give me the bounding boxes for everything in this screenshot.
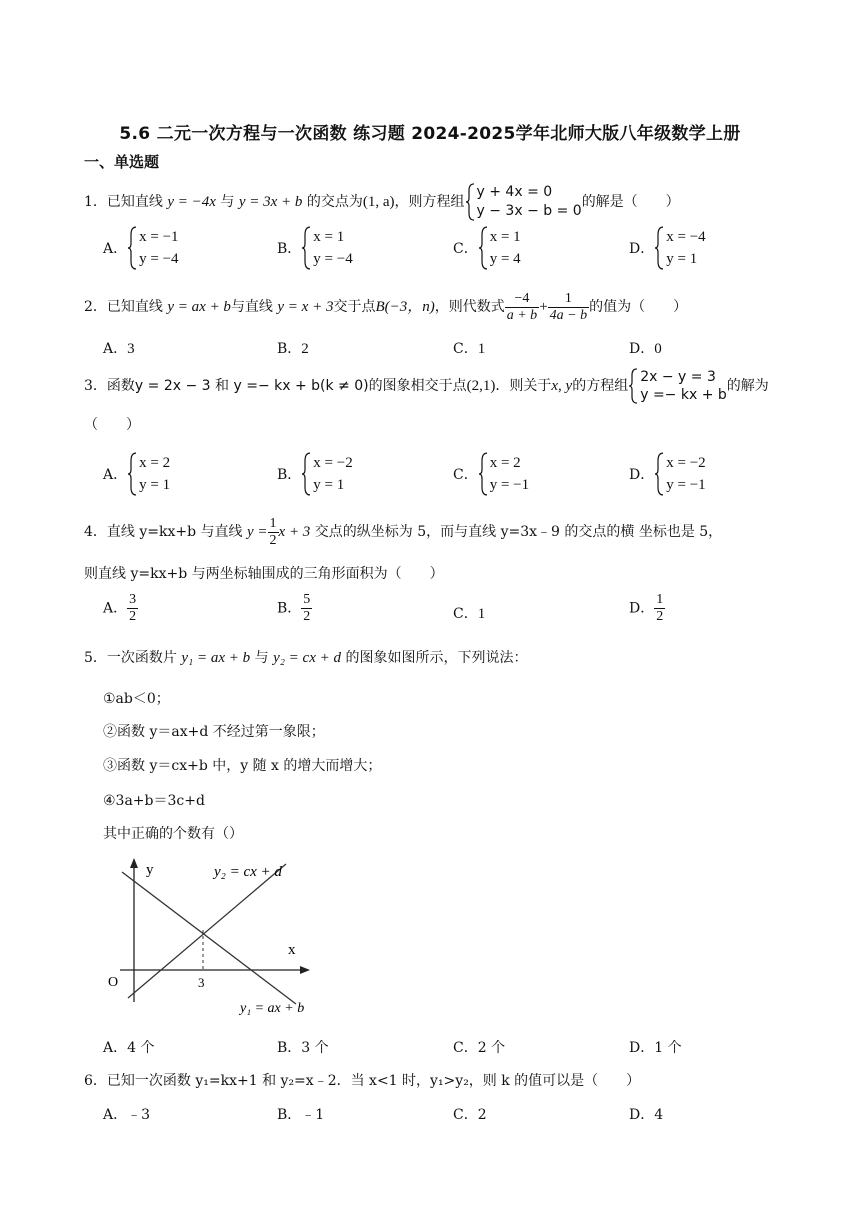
q1-text: 的解是（ ） bbox=[581, 194, 680, 210]
x-axis-arrow-icon bbox=[300, 966, 310, 974]
question-number: 3． bbox=[84, 378, 107, 394]
origin-label: O bbox=[108, 975, 119, 990]
q4-eq: x + 3 bbox=[278, 524, 311, 540]
q5-y1: y₁ = ax + b bbox=[181, 650, 251, 666]
q3-func2: y =− kx + b(k ≠ 0) bbox=[233, 378, 369, 394]
q2-text: ，则代数式 bbox=[434, 299, 505, 315]
option-system: x = −4 y = 1 bbox=[654, 226, 705, 270]
y-axis-arrow-icon bbox=[130, 858, 138, 868]
section-heading: 一、单选题 bbox=[84, 153, 160, 171]
option-a[interactable]: A． x = 2 y = 1 bbox=[103, 452, 170, 496]
q5-ask: 其中正确的个数有（） bbox=[103, 826, 243, 842]
q3-point: (2,1) bbox=[466, 378, 496, 394]
q4-text: 交点的纵坐标为 5，而与直线 y=3x﹣9 的交点的横 坐标也是 5， bbox=[314, 524, 723, 540]
option-b[interactable]: B． x = −2 y = 1 bbox=[277, 452, 353, 496]
q1-system bbox=[465, 183, 582, 221]
q3-text: 函数 bbox=[106, 378, 135, 394]
q5-graph bbox=[100, 852, 340, 1024]
question-6 bbox=[84, 1070, 640, 1090]
question-5 bbox=[84, 647, 527, 667]
q2-text: 的值为（ ） bbox=[589, 299, 688, 315]
statement-2: ②函数 y＝ax+d 不经过第一象限； bbox=[103, 724, 325, 740]
statement-1: ①ab＜0； bbox=[103, 691, 170, 707]
brace-icon bbox=[301, 452, 311, 496]
option-d[interactable]: D． $\frac{1}{2}$ bbox=[629, 592, 664, 624]
option-b[interactable]: B． x = 1 y = −4 bbox=[277, 226, 353, 270]
q2-text: 与直线 bbox=[230, 299, 273, 315]
brace-icon bbox=[478, 452, 488, 496]
q1-text: 的交点为 bbox=[306, 194, 363, 210]
brace-icon bbox=[301, 226, 311, 270]
q5-text: 一次函数片 bbox=[106, 650, 177, 666]
q3-text: ．则关于 bbox=[495, 378, 552, 394]
option-d[interactable]: D． x = −4 y = 1 bbox=[629, 226, 706, 270]
y-axis-label: y bbox=[146, 862, 154, 878]
tick-label: 3 bbox=[198, 975, 205, 990]
q1-text: 已知直线 bbox=[106, 194, 163, 210]
q3-paren: （ ） bbox=[84, 417, 140, 433]
statement-4: ④3a+b＝3c+d bbox=[103, 793, 205, 809]
option-c[interactable]: C． x = 2 y = −1 bbox=[453, 452, 529, 496]
q2-line1: y = ax + b bbox=[167, 299, 231, 315]
line-y1 bbox=[122, 872, 296, 1004]
option-system: x = −2 y = 1 bbox=[301, 452, 352, 496]
q4-eq: y = bbox=[247, 524, 268, 540]
question-3 bbox=[84, 366, 769, 406]
q4-text: 直线 y=kx+b 与直线 bbox=[106, 524, 243, 540]
brace-icon bbox=[628, 368, 638, 404]
q2-text: 交于点 bbox=[333, 299, 376, 315]
page-title: 5.6 二元一次方程与一次函数 练习题 2024-2025学年北师大版八年级数学上册 bbox=[119, 124, 741, 144]
q2-point: B(−3，n) bbox=[375, 299, 435, 315]
q1-point: (1, a) bbox=[362, 194, 395, 210]
option-d[interactable]: D．4 bbox=[629, 1107, 664, 1123]
option-c[interactable]: C． x = 1 y = 4 bbox=[453, 226, 521, 270]
sys-row: y − 3x − b = 0 bbox=[476, 203, 582, 219]
brace-icon bbox=[654, 452, 664, 496]
question-number: 6． bbox=[84, 1073, 107, 1089]
q5-text: 的图象如图所示，下列说法： bbox=[345, 650, 528, 666]
brace-icon bbox=[127, 226, 137, 270]
question-number: 1． bbox=[84, 194, 107, 210]
option-d[interactable]: D．0 bbox=[629, 341, 662, 357]
option-system: x = 1 y = 4 bbox=[478, 226, 521, 270]
question-4 bbox=[84, 512, 722, 552]
option-c[interactable]: C．2 bbox=[453, 1107, 487, 1123]
question-number: 5． bbox=[84, 650, 107, 666]
option-a[interactable]: A． $\frac{3}{2}$ bbox=[103, 592, 137, 624]
q5-y2: y₂ = cx + d bbox=[273, 650, 341, 666]
q1-text: ，则方程组 bbox=[394, 194, 465, 210]
option-c[interactable]: C．1 bbox=[453, 606, 486, 622]
option-b[interactable]: B．2 bbox=[277, 341, 309, 357]
q3-system: 2x − y = 3 y =− kx + b bbox=[628, 368, 727, 404]
brace-icon bbox=[654, 226, 664, 270]
option-system: x = 2 y = 1 bbox=[127, 452, 170, 496]
q2-text: 已知直线 bbox=[106, 299, 163, 315]
plus-sign: + bbox=[539, 299, 548, 315]
q3-text: 的图象相交于点 bbox=[368, 378, 467, 394]
option-b[interactable]: B．﹣1 bbox=[277, 1107, 325, 1123]
q6-text: 已知一次函数 y₁=kx+1 和 y₂=x﹣2．当 x<1 时，y₁>y₂，则 k 的值可以是（ ） bbox=[106, 1073, 641, 1089]
q1-options bbox=[103, 226, 803, 276]
option-b[interactable]: B． $\frac{5}{2}$ bbox=[277, 592, 311, 624]
q3-func1: y = 2x − 3 bbox=[134, 378, 211, 394]
q3-text: 的方程组 bbox=[572, 378, 629, 394]
q3-options bbox=[103, 452, 803, 502]
option-b[interactable]: B．3 个 bbox=[277, 1040, 329, 1056]
q2-fraction-1: $\frac{-4}{a + b}$ bbox=[506, 290, 538, 323]
brace-icon bbox=[478, 226, 488, 270]
question-number: 2． bbox=[84, 299, 107, 315]
q1-line2: y = 3x + b bbox=[238, 194, 303, 210]
brace-icon bbox=[465, 183, 475, 221]
question-number: 4． bbox=[84, 524, 107, 540]
q2-line2: y = x + 3 bbox=[277, 299, 334, 315]
x-axis-label: x bbox=[288, 942, 296, 958]
q3-text: 和 bbox=[215, 378, 230, 394]
q3-vars: x, y bbox=[551, 378, 573, 394]
option-system: x = 2 y = −1 bbox=[478, 452, 529, 496]
option-system: x = 1 y = −4 bbox=[301, 226, 352, 270]
option-a[interactable]: A． x = −1 y = −4 bbox=[103, 226, 179, 270]
option-system: x = −2 y = −1 bbox=[654, 452, 705, 496]
q5-text: 与 bbox=[254, 650, 269, 666]
question-2 bbox=[84, 287, 687, 327]
option-a[interactable]: A．4 个 bbox=[103, 1040, 155, 1056]
sys-row: y + 4x = 0 bbox=[476, 184, 553, 200]
option-c[interactable]: C．2 个 bbox=[453, 1040, 506, 1056]
q2-fraction-2: $\frac{1}{4a - b}$ bbox=[549, 290, 588, 323]
option-d[interactable]: D． x = −2 y = −1 bbox=[629, 452, 706, 496]
q4-line2: 则直线 y=kx+b 与两坐标轴围成的三角形面积为（ ） bbox=[84, 566, 444, 582]
option-a[interactable]: A．3 bbox=[103, 341, 135, 357]
statement-3: ③函数 y＝cx+b 中，y 随 x 的增大而增大； bbox=[103, 758, 382, 774]
question-1 bbox=[84, 183, 680, 221]
y2-label: y₂ = cx + d bbox=[214, 864, 282, 880]
q3-text: 的解为 bbox=[726, 378, 769, 394]
option-c[interactable]: C．1 bbox=[453, 341, 486, 357]
option-system: x = −1 y = −4 bbox=[127, 226, 178, 270]
option-d[interactable]: D．1 个 bbox=[629, 1040, 682, 1056]
option-a[interactable]: A．﹣3 bbox=[103, 1107, 151, 1123]
q1-line1: y = −4x bbox=[167, 194, 216, 210]
q4-fraction: $\frac{1}{2}$ bbox=[269, 515, 277, 548]
y1-label: y₁ = ax + b bbox=[240, 1001, 305, 1016]
q1-text: 与 bbox=[220, 194, 235, 210]
brace-icon bbox=[127, 452, 137, 496]
